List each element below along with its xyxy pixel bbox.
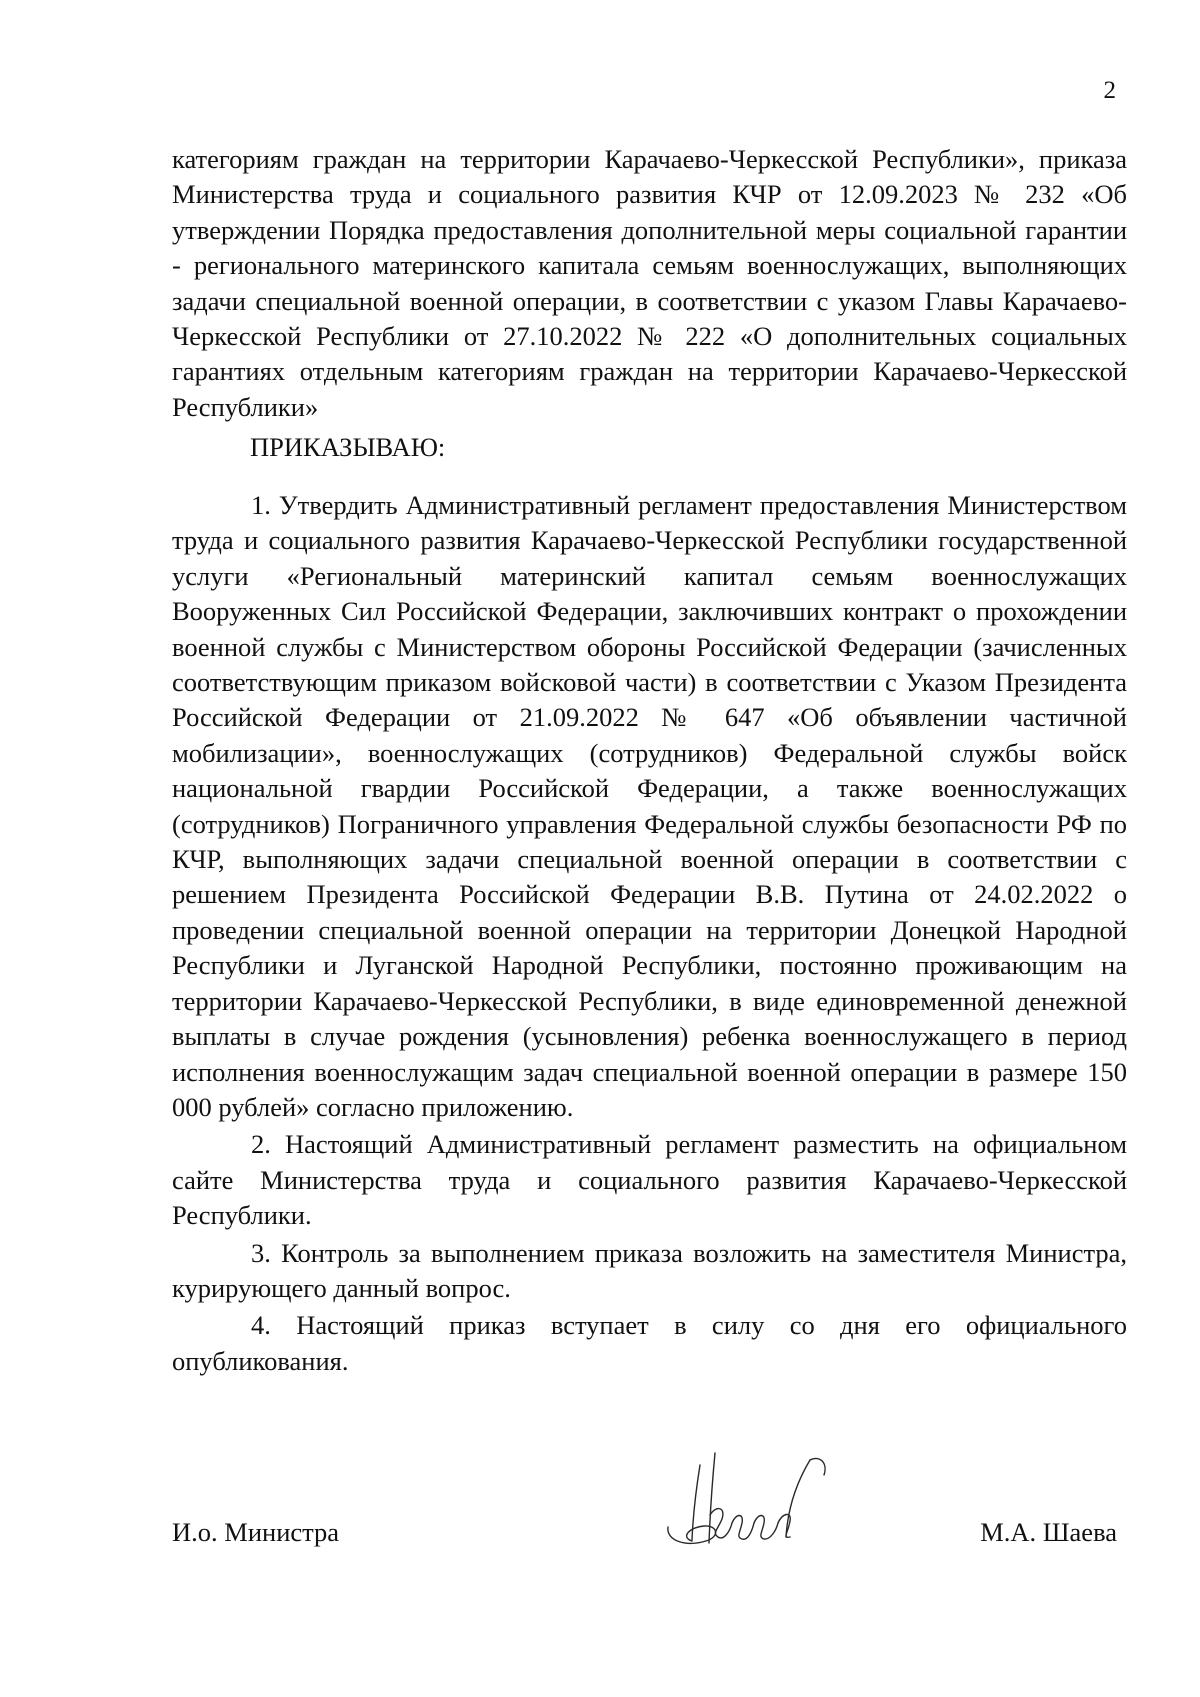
signer-title: И.о. Министра (172, 1517, 340, 1547)
order-item-3: 3. Контроль за выполнением приказа возложить на заместителя Министра, курирующего данный вопрос. (172, 1237, 1127, 1303)
order-item-2: 2. Настоящий Административный регламент разместить на официальном сайте Министерства труда и социального развития Карачаево-Черкесской Республики. (172, 1129, 1127, 1231)
preamble-paragraph (172, 142, 1127, 425)
page-number: 2 (1103, 77, 1116, 104)
signer-name: М.А. Шаева (980, 1517, 1117, 1547)
preamble-text: категориям граждан на территории Карачаево-Черкесской Республики», приказа Министерства труда и социального развития КЧР от 12.09.2023 № 232 «Об утверждении Порядка предоставления дополнительной меры социальной гарантии - регионального материнского капитала семьям военнослужащих, выполняющих задачи специальной военной операции, в соответствии с указом Главы Карачаево-Черкесской Республики от 27.10.2022 № 222 «О дополнительных социальных гарантиях отдельным категориям граждан на территории Карачаево-Черкесской Республики» (172, 144, 1127, 422)
order-item-1: 1. Утвердить Административный регламент предоставления Министерством труда и социального развития Карачаево-Черкесской Республики государственной услуги «Региональный материнский капитал семьям военнослужащих Вооруженных Сил Российской Федерации, заключивших контракт о прохождении военной службы с Министерством обороны Российской Федерации (зачисленных соответствующим приказом войсковой части) в соответствии с Указом Президента Российской Федерации от 21.09.2022 № 647 «Об объявлении частичной мобилизации», военнослужащих (сотрудников) Федеральной службы войск национальной гвардии Российской Федерации, а также военнослужащих (сотрудников) Пограничного управления Федеральной службы безопасности РФ по КЧР, выполняющих задачи специальной военной операции в соответствии с решением Президента Российской Федерации В.В. Путина от 24.02.2022 о проведении специальной военной операции на территории Донецкой Народной Республики и Луганской Народной Республики, постоянно проживающим на территории Карачаево-Черкесской Республики, в виде единовременной денежной выплаты в случае рождения (усыновления) ребенка военнослужащего в период исполнения военнослужащим задач специальной военной операции в размере 150 000 рублей» согласно приложению. (172, 490, 1127, 1122)
order-item-4: 4. Настоящий приказ вступает в силу со дня его официального опубликования. (172, 1310, 1127, 1376)
order-heading: ПРИКАЗЫВАЮ: (250, 432, 446, 462)
handwritten-signature-icon (660, 1445, 860, 1555)
order-items (172, 488, 1127, 1379)
